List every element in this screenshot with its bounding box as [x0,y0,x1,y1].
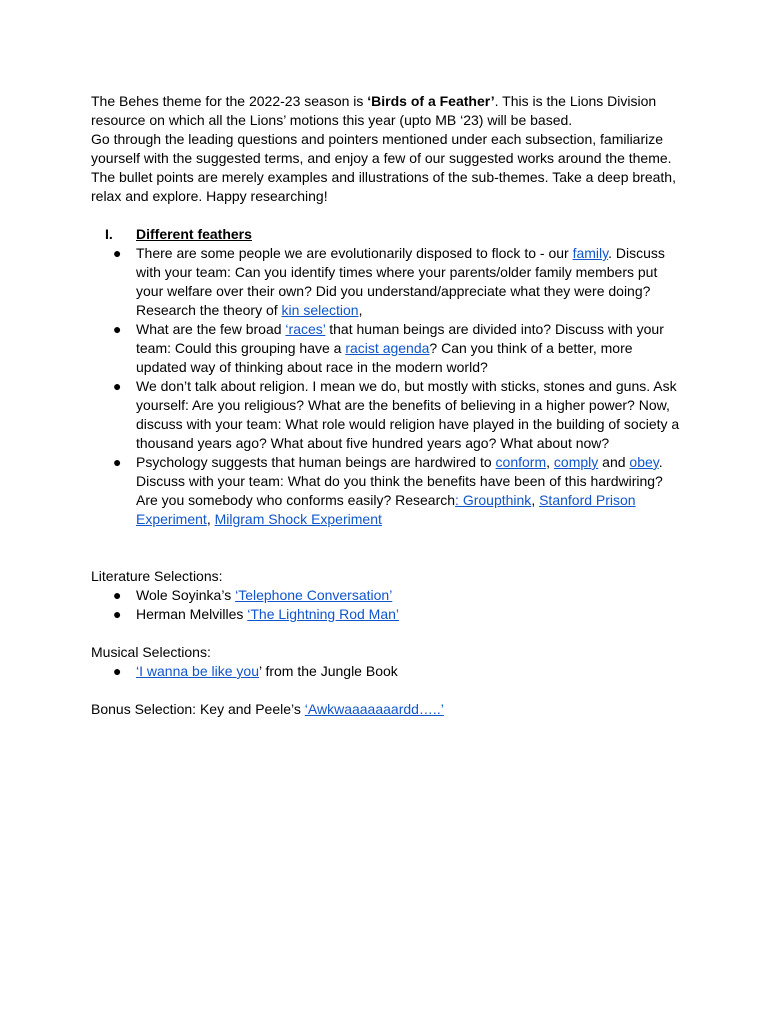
document-body [91,92,681,719]
section-bullet-list [91,244,681,529]
link-obey[interactable]: obey [629,454,659,470]
bonus-selection [91,700,681,719]
link-text: I wanna be like you [139,663,259,679]
music-list [91,662,681,681]
link-milgram-shock-experiment[interactable]: Milgram Shock Experiment [214,511,382,527]
intro-paragraph [91,92,681,130]
intro-text: The Behes theme for the 2022-23 season is [91,93,368,109]
intro-text: . This is the Lions Division resource on which all the Lions’ motions this year (upto MB ‘23) will be based. [91,93,657,128]
link-stanford-prison-experiment[interactable]: Stanford Prison Experiment [136,492,636,527]
link-telephone-conversation[interactable]: ‘Telephone Conversation’ [235,587,393,603]
bullet-icon: ● [113,663,122,679]
list-item [91,453,681,529]
link-kin-selection[interactable]: kin selection [281,302,359,318]
link-comply[interactable]: comply [553,454,599,470]
bullet-text: ? Can you think of a better, more updated way of thinking about race in the modern world? [136,340,633,375]
bullet-text: . Discuss with your team: What do you think the benefits have been of this hardwiring? Are you somebody who conforms easily? Research [136,454,663,508]
bullet-icon: ● [113,454,122,470]
bullet-text: , [206,511,215,527]
bullet-text: and [598,454,630,470]
item-text: Herman Melvilles [136,606,248,622]
bullet-icon: ● [113,245,122,261]
bullet-text: What are the few broad [136,321,286,337]
list-item [91,605,681,624]
list-item [91,377,681,453]
link-conform[interactable]: conform [495,454,547,470]
music-title: Musical Selections: [91,644,211,660]
link-groupthink[interactable]: : Groupthink [455,492,532,508]
bullet-icon: ● [113,321,122,337]
bullet-text: , [546,454,554,470]
bullet-icon: ● [113,606,122,622]
section-numeral: I. [105,226,113,242]
bullet-icon: ● [113,378,122,394]
bullet-text: , [531,492,540,508]
section-title: Different feathers [136,226,252,242]
bullet-text: that human beings are divided into? Discuss with your team: Could this grouping have a [136,321,664,356]
theme-name: ‘Birds of a Feather’ [367,93,495,109]
bullet-text: There are some people we are evolutionarily disposed to flock to - our [136,245,573,261]
link-racist-agenda[interactable]: racist agenda [345,340,430,356]
link-family[interactable]: family [572,245,609,261]
link-i-wanna-be-like-you[interactable] [136,663,259,679]
list-item [91,244,681,320]
link-races[interactable]: ‘races’ [285,321,326,337]
bullet-text: . Discuss with your team: Can you identify times where your parents/older family members put your welfare over their own? Did you understand/appreciate what they were doing? Research the theory of [136,245,665,318]
link-lightning-rod-man[interactable]: ‘The Lightning Rod Man’ [247,606,400,622]
list-item [91,320,681,377]
section-heading [91,225,681,244]
item-text: ’ from the Jungle Book [258,663,398,679]
bullet-text: We don’t talk about religion. I mean we do, but mostly with sticks, stones and guns. Ask yourself: Are you religious? What are the benefits of believing in a higher power? Now, discuss with your team: What role would religion have played in the building of society a thousand years ago? What about five hundred years ago? What about now? [136,378,680,451]
item-text: Wole Soyinka’s [136,587,236,603]
bullet-text: , [358,302,363,318]
literature-title: Literature Selections: [91,568,223,584]
link-awkward[interactable]: ‘Awkwaaaaaaardd…..’ [304,701,444,717]
list-item [91,586,681,605]
literature-list [91,586,681,624]
bonus-text: Bonus Selection: Key and Peele’s [91,701,305,717]
link-text: ‘ [136,663,140,679]
bullet-text: Psychology suggests that human beings are hardwired to [136,454,496,470]
list-item [91,662,681,681]
instructions-paragraph: Go through the leading questions and pointers mentioned under each subsection, familiarize yourself with the suggested terms, and enjoy a few of our suggested works around the theme. The bullet points are merely examples and illustrations of the sub-themes. Take a deep breath, relax and explore. Happy researching! [91,131,676,204]
bullet-icon: ● [113,587,122,603]
